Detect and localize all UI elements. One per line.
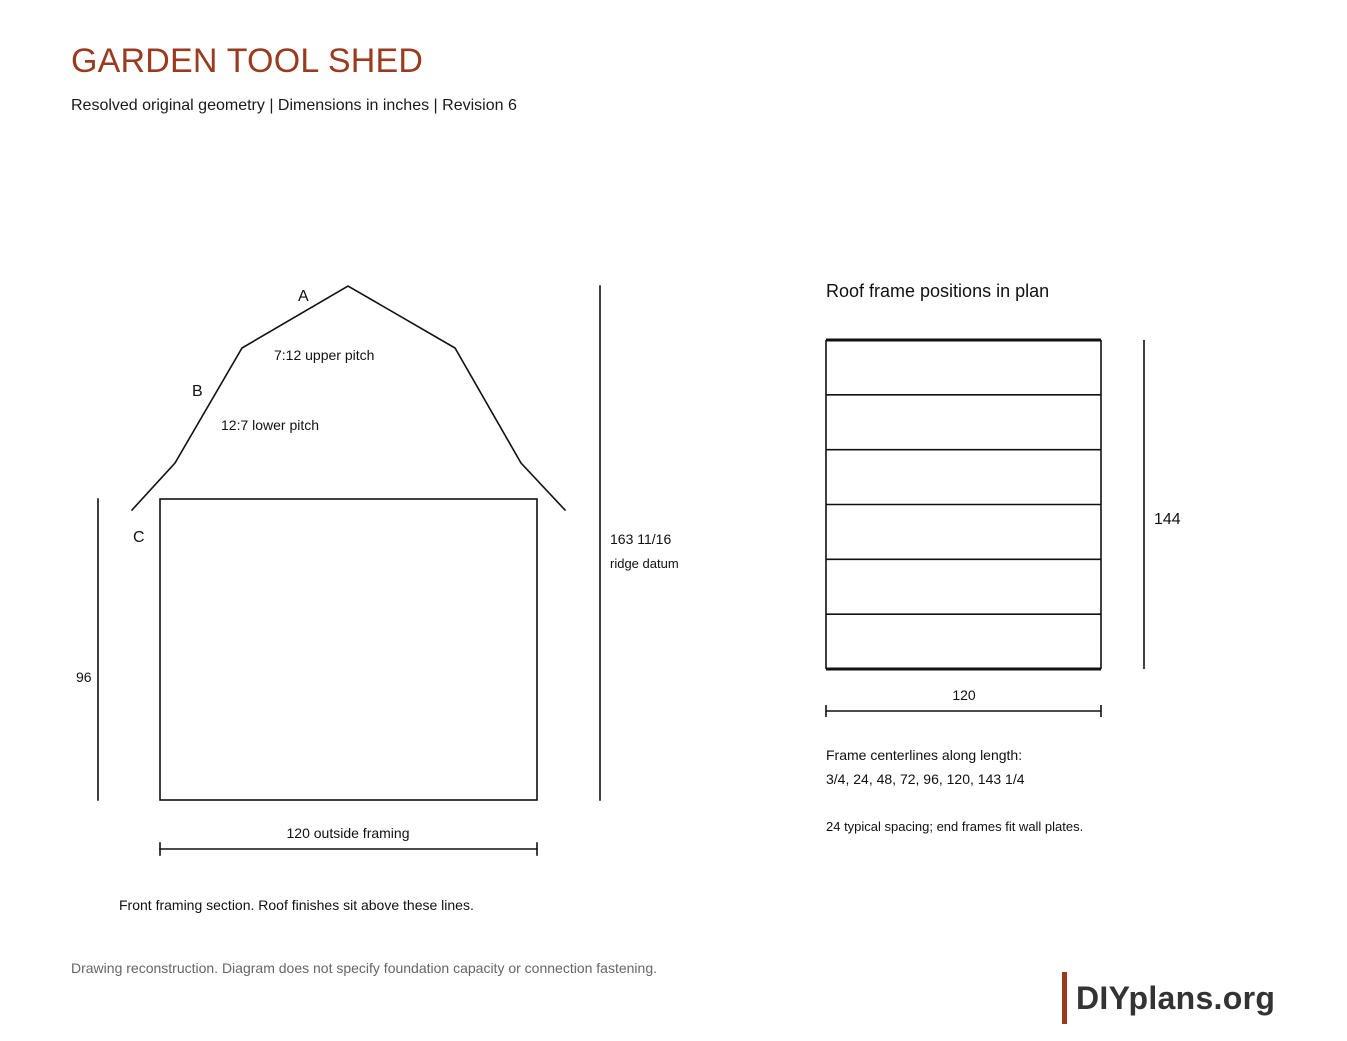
plan-frame-group [826, 340, 1101, 669]
page-subtitle: Resolved original geometry | Dimensions in inches | Revision 6 [71, 97, 517, 114]
label-point-c: C [133, 529, 145, 546]
label-lower-pitch: 12:7 lower pitch [221, 417, 320, 433]
wall-outline [160, 499, 537, 800]
logo-accent-bar [1062, 972, 1067, 1024]
front-section-caption: Front framing section. Roof finishes sit above these lines. [119, 897, 474, 913]
footer-disclaimer: Drawing reconstruction. Diagram does not specify foundation capacity or connection fastening. [71, 960, 657, 976]
dimension-width: 120 outside framing [286, 825, 410, 841]
plan-centerlines-values: 3/4, 24, 48, 72, 96, 120, 143 1/4 [826, 771, 1025, 787]
dimension-ridge-note: ridge datum [610, 556, 679, 571]
page-title: GARDEN TOOL SHED [71, 42, 424, 80]
logo-text: DIYplans.org [1076, 979, 1276, 1016]
dimension-wall-height: 96 [76, 669, 92, 685]
plan-spacing-note: 24 typical spacing; end frames fit wall plates. [826, 819, 1084, 834]
plan-dimension-width: 120 [952, 687, 976, 703]
plan-title: Roof frame positions in plan [826, 281, 1050, 301]
dimension-ridge-height: 163 11/16 [610, 531, 672, 547]
label-point-b: B [192, 383, 203, 400]
plan-centerlines-heading: Frame centerlines along length: [826, 747, 1023, 763]
site-logo [1062, 972, 1275, 1024]
label-point-a: A [298, 288, 309, 305]
plan-dimension-length: 144 [1154, 511, 1181, 528]
label-upper-pitch: 7:12 upper pitch [274, 347, 375, 363]
